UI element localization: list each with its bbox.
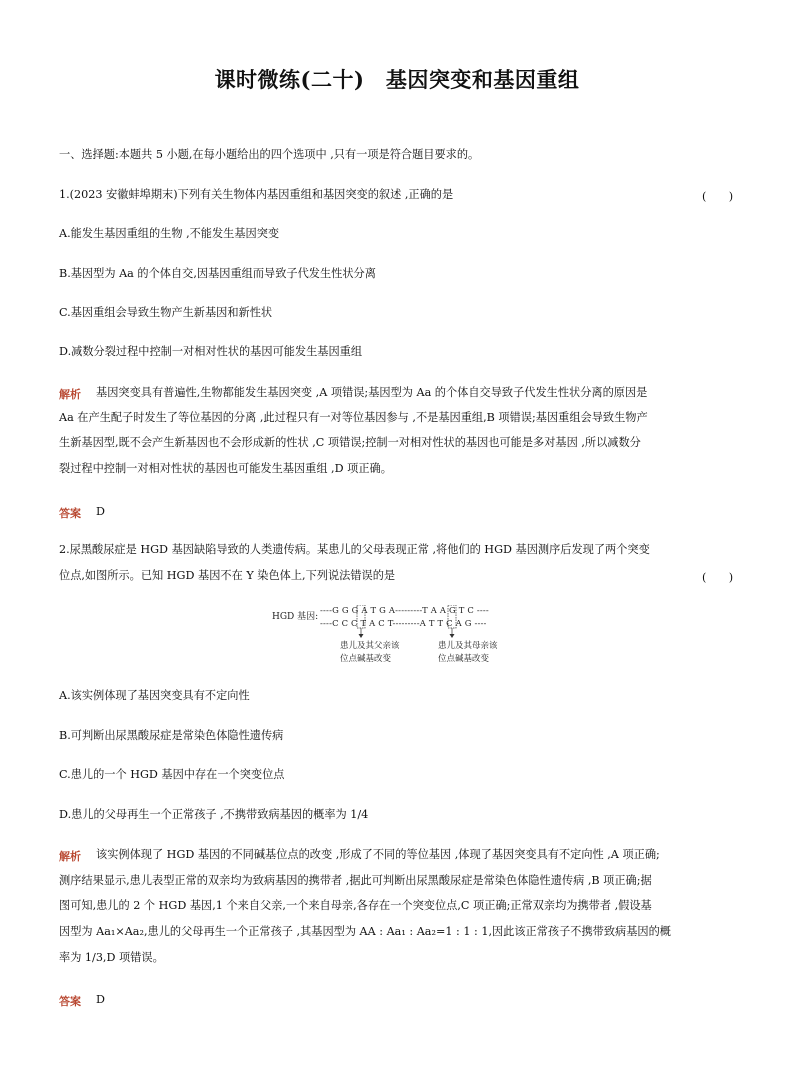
q1-stem: 1.(2023 安徽蚌埠期末)下列有关生物体内基因重组和基因突变的叙述 ,正确的是	[59, 188, 454, 201]
q1-analysis-line-2: Aa 在产生配子时发生了等位基因的分离 ,此过程只有一对等位基因参与 ,不是基因重组,B 项错误;基因重组会导致生物产	[59, 411, 648, 424]
q2-option-a: A.该实例体现了基因突变具有不定向性	[59, 689, 250, 702]
q1-option-d: D.减数分裂过程中控制一对相对性状的基因可能发生基因重组	[59, 345, 363, 358]
diagram-father-note-1: 患儿及其父亲该	[340, 641, 400, 651]
q1-answer-value: D	[96, 505, 105, 518]
q2-analysis-line-1: 该实例体现了 HGD 基因的不同碱基位点的改变 ,形成了不同的等位基因 ,体现了基因突变具有不定向性 ,A 项正确;	[96, 848, 660, 861]
q2-answer-bracket: ( )	[702, 571, 734, 584]
q2-answer-label: 答案	[59, 995, 81, 1008]
hgd-sequence-diagram	[272, 605, 532, 665]
diagram-strand-top: ----G G G A T G A---------T A A G T C ----	[320, 605, 489, 615]
diagram-mother-arrowhead	[450, 634, 455, 638]
q1-answer-bracket: ( )	[702, 190, 734, 203]
q1-option-b: B.基因型为 Aa 的个体自交,因基因重组而导致子代发生性状分离	[59, 267, 376, 280]
q2-analysis-line-3: 图可知,患儿的 2 个 HGD 基因,1 个来自父亲,一个来自母亲,各存在一个突变位点,C 项正确;正常双亲均为携带者 ,假设基	[59, 899, 652, 912]
page-title: 课时微练(二十) 基因突变和基因重组	[214, 67, 580, 92]
diagram-father-note-2: 位点碱基改变	[340, 654, 392, 664]
q1-answer-label: 答案	[59, 507, 81, 520]
diagram-gene-label: HGD 基因:	[272, 612, 319, 622]
q1-analysis-line-3: 生新基因型,既不会产生新基因也不会形成新的性状 ,C 项错误;控制一对相对性状的基因也可能是多对基因 ,所以减数分	[59, 436, 641, 449]
diagram-father-arrowhead	[359, 634, 364, 638]
q2-answer-value: D	[96, 993, 105, 1006]
q2-analysis-line-5: 率为 1/3,D 项错误。	[59, 951, 164, 964]
q2-analysis-label: 解析	[59, 850, 81, 863]
q1-option-c: C.基因重组会导致生物产生新基因和新性状	[59, 306, 273, 319]
q2-stem-line-1: 2.尿黑酸尿症是 HGD 基因缺陷导致的人类遗传病。某患儿的父母表现正常 ,将他们的 HGD 基因测序后发现了两个突变	[59, 543, 650, 556]
q2-option-c: C.患儿的一个 HGD 基因中存在一个突变位点	[59, 768, 285, 781]
q2-option-d: D.患儿的父母再生一个正常孩子 ,不携带致病基因的概率为 1/4	[59, 808, 369, 821]
diagram-mother-note-1: 患儿及其母亲该	[438, 641, 498, 651]
q1-analysis-line-1: 基因突变具有普遍性,生物都能发生基因突变 ,A 项错误;基因型为 Aa 的个体自交导致子代发生性状分离的原因是	[96, 386, 648, 399]
q2-stem-line-2: 位点,如图所示。已知 HGD 基因不在 Y 染色体上,下列说法错误的是	[59, 569, 396, 582]
diagram-strand-bottom: ----C C C T A C T---------A T T C A G ----	[320, 618, 487, 628]
q2-analysis-line-2: 测序结果显示,患儿表型正常的双亲均为致病基因的携带者 ,据此可判断出尿黑酸尿症是常染色体隐性遗传病 ,B 项正确;据	[59, 874, 652, 887]
diagram-mother-note-2: 位点碱基改变	[438, 654, 490, 664]
q1-analysis-label: 解析	[59, 388, 81, 401]
q2-option-b: B.可判断出尿黑酸尿症是常染色体隐性遗传病	[59, 729, 284, 742]
q1-option-a: A.能发生基因重组的生物 ,不能发生基因突变	[59, 227, 280, 240]
section-heading: 一、选择题:本题共 5 小题,在每小题给出的四个选项中 ,只有一项是符合题目要求的。	[59, 148, 480, 161]
q2-analysis-line-4: 因型为 Aa₁×Aa₂,患儿的父母再生一个正常孩子 ,其基因型为 AA : Aa₁ : Aa₂=1 : 1 : 1,因此该正常孩子不携带致病基因的概	[59, 925, 671, 938]
q1-analysis-line-4: 裂过程中控制一对相对性状的基因也可能发生基因重组 ,D 项正确。	[59, 462, 392, 475]
